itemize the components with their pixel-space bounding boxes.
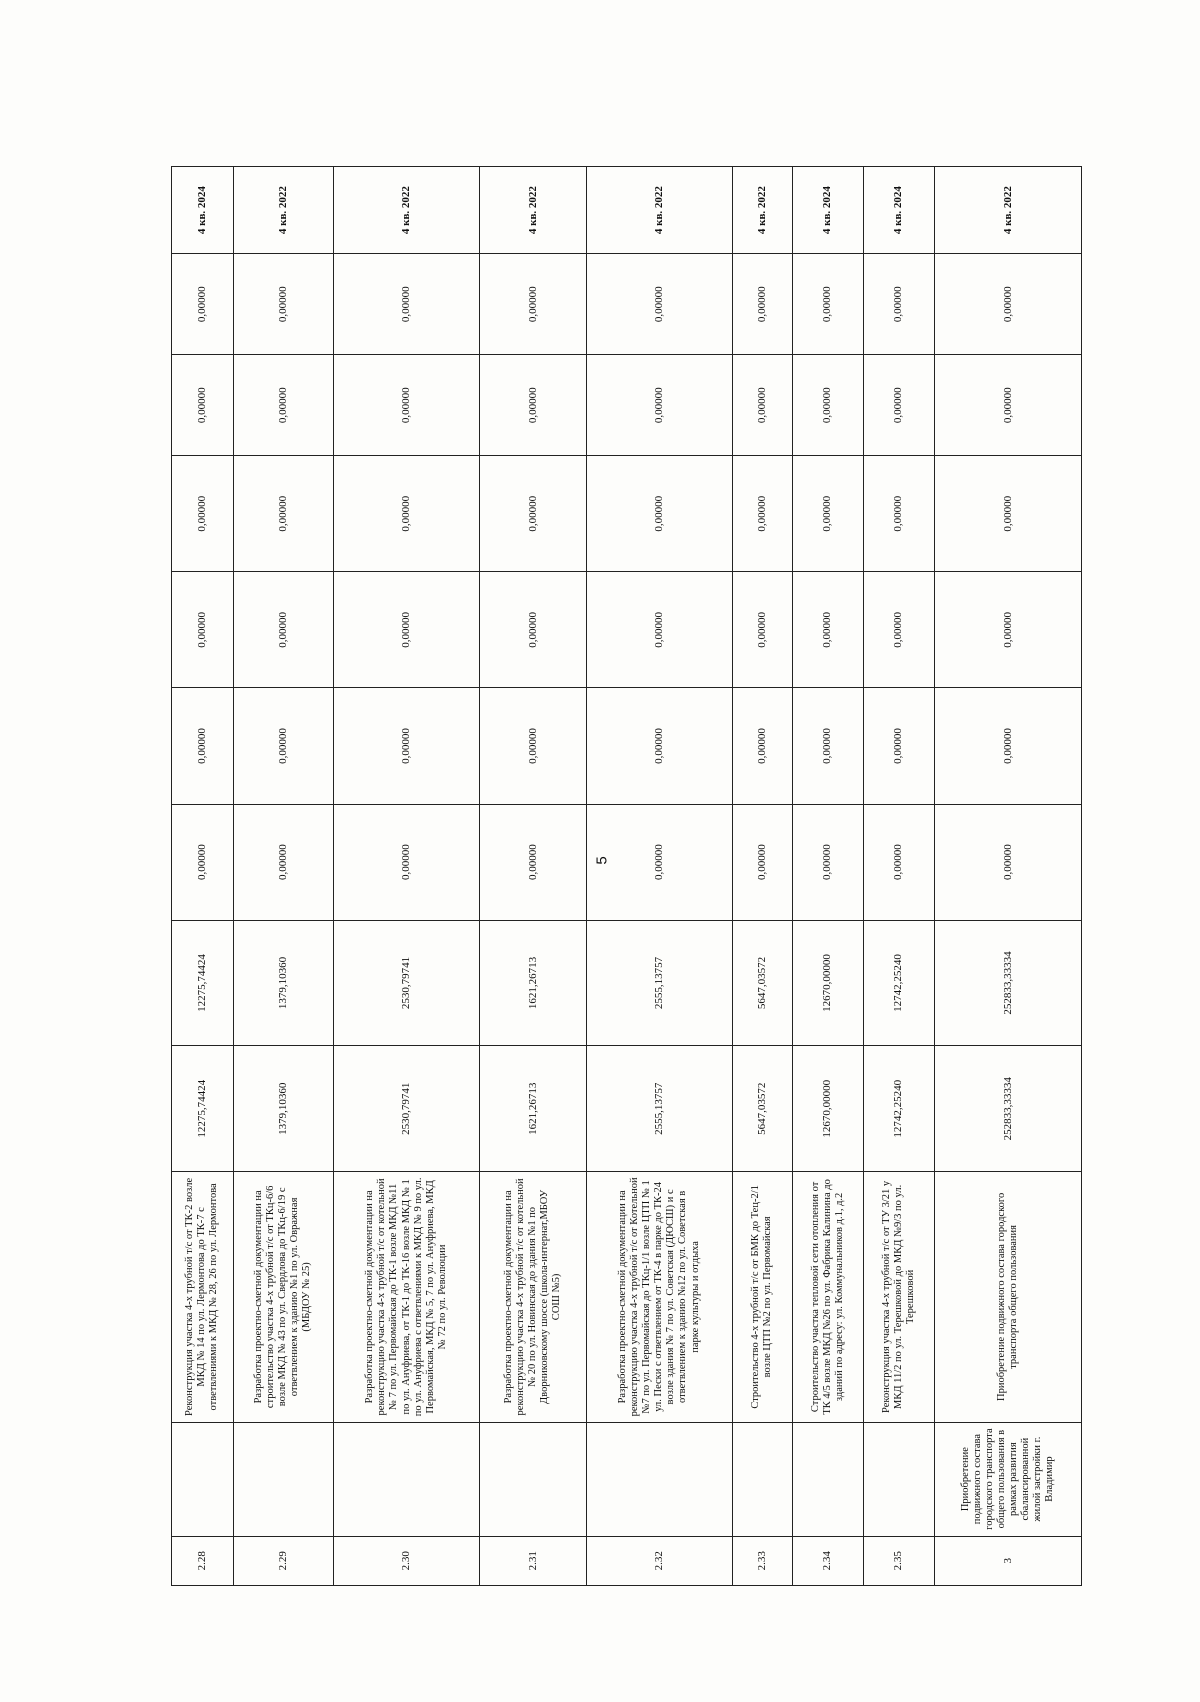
value-total: 5647,03572 — [733, 1046, 793, 1172]
value-col-5: 0,00000 — [792, 456, 863, 572]
value-col-7: 0,00000 — [586, 254, 732, 355]
value-col-2: 0,00000 — [172, 804, 234, 920]
value-col-4: 0,00000 — [480, 572, 587, 688]
measure-description: Реконструкция участка 4-х трубной т/с от ТК-2 возле МКД № 14 по ул. Лермонтова до ТК-7 с ответвлениями к МКД № 28, 26 по ул. Лермонтова — [172, 1172, 234, 1422]
value-col-4: 0,00000 — [934, 572, 1081, 688]
measure-description: Разработка проектно-сметной документации на реконструкцию участка 4-х трубной т/с от котельной № 20 по ул. Новинская до здания №1 по Дворниковскому шоссе (школа-интернат,МБОУ СОШ №5) — [480, 1172, 587, 1422]
deadline: 4 кв. 2022 — [480, 167, 587, 254]
group-name — [586, 1422, 732, 1536]
deadline: 4 кв. 2022 — [333, 167, 479, 254]
table-row — [233, 167, 333, 1586]
value-col-1: 5647,03572 — [733, 920, 793, 1046]
table-row — [733, 167, 793, 1586]
deadline: 4 кв. 2022 — [934, 167, 1081, 254]
table-row — [172, 167, 234, 1586]
value-col-5: 0,00000 — [863, 456, 934, 572]
row-number: 3 — [934, 1536, 1081, 1585]
value-col-1: 252833,33334 — [934, 920, 1081, 1046]
deadline: 4 кв. 2022 — [733, 167, 793, 254]
value-col-3: 0,00000 — [934, 688, 1081, 804]
value-col-2: 0,00000 — [863, 804, 934, 920]
value-col-4: 0,00000 — [733, 572, 793, 688]
row-number: 2.28 — [172, 1536, 234, 1585]
value-col-6: 0,00000 — [792, 355, 863, 456]
value-col-5: 0,00000 — [586, 456, 732, 572]
row-number: 2.35 — [863, 1536, 934, 1585]
page-number: 5 — [593, 856, 611, 865]
value-col-3: 0,00000 — [480, 688, 587, 804]
table-row — [934, 167, 1081, 1586]
value-col-6: 0,00000 — [863, 355, 934, 456]
value-col-2: 0,00000 — [792, 804, 863, 920]
value-col-6: 0,00000 — [233, 355, 333, 456]
value-col-4: 0,00000 — [172, 572, 234, 688]
value-total: 12670,00000 — [792, 1046, 863, 1172]
value-total: 12275,74424 — [172, 1046, 234, 1172]
value-total: 2555,13757 — [586, 1046, 732, 1172]
value-col-2: 0,00000 — [480, 804, 587, 920]
value-col-2: 0,00000 — [586, 804, 732, 920]
value-col-5: 0,00000 — [934, 456, 1081, 572]
value-col-7: 0,00000 — [233, 254, 333, 355]
value-col-5: 0,00000 — [733, 456, 793, 572]
group-name — [863, 1422, 934, 1536]
value-col-6: 0,00000 — [480, 355, 587, 456]
group-name — [333, 1422, 479, 1536]
measure-description: Приобретение подвижного состава городского транспорта общего пользования — [934, 1172, 1081, 1422]
value-col-6: 0,00000 — [733, 355, 793, 456]
measure-description: Реконструкция участка 4-х трубной т/с от ТУ 3/21 у МКД 11/2 по ул. Терешковой до МКД №9/3 по ул. Терешковой — [863, 1172, 934, 1422]
value-col-3: 0,00000 — [863, 688, 934, 804]
value-col-1: 12670,00000 — [792, 920, 863, 1046]
value-col-7: 0,00000 — [863, 254, 934, 355]
value-col-1: 12742,25240 — [863, 920, 934, 1046]
row-number: 2.29 — [233, 1536, 333, 1585]
value-col-1: 1621,26713 — [480, 920, 587, 1046]
value-col-4: 0,00000 — [233, 572, 333, 688]
value-col-2: 0,00000 — [934, 804, 1081, 920]
value-col-7: 0,00000 — [934, 254, 1081, 355]
value-col-2: 0,00000 — [733, 804, 793, 920]
value-col-6: 0,00000 — [333, 355, 479, 456]
value-col-7: 0,00000 — [792, 254, 863, 355]
value-col-4: 0,00000 — [792, 572, 863, 688]
deadline: 4 кв. 2022 — [233, 167, 333, 254]
value-col-4: 0,00000 — [586, 572, 732, 688]
value-col-3: 0,00000 — [733, 688, 793, 804]
value-col-5: 0,00000 — [233, 456, 333, 572]
value-col-2: 0,00000 — [233, 804, 333, 920]
value-col-7: 0,00000 — [172, 254, 234, 355]
value-col-1: 12275,74424 — [172, 920, 234, 1046]
group-name — [172, 1422, 234, 1536]
value-total: 1379,10360 — [233, 1046, 333, 1172]
group-name — [733, 1422, 793, 1536]
table-row — [333, 167, 479, 1586]
value-col-1: 2530,79741 — [333, 920, 479, 1046]
value-col-6: 0,00000 — [934, 355, 1081, 456]
group-name — [792, 1422, 863, 1536]
value-col-1: 1379,10360 — [233, 920, 333, 1046]
group-name — [480, 1422, 587, 1536]
table-frame — [171, 166, 1082, 1586]
row-number: 2.30 — [333, 1536, 479, 1585]
value-col-5: 0,00000 — [172, 456, 234, 572]
value-total: 12742,25240 — [863, 1046, 934, 1172]
value-total: 252833,33334 — [934, 1046, 1081, 1172]
value-col-4: 0,00000 — [863, 572, 934, 688]
row-number: 2.33 — [733, 1536, 793, 1585]
deadline: 4 кв. 2024 — [172, 167, 234, 254]
value-col-7: 0,00000 — [480, 254, 587, 355]
deadline: 4 кв. 2024 — [863, 167, 934, 254]
table-row — [480, 167, 587, 1586]
value-col-5: 0,00000 — [480, 456, 587, 572]
deadline: 4 кв. 2022 — [586, 167, 732, 254]
table-row — [586, 167, 732, 1586]
measures-table — [171, 166, 1082, 1586]
value-col-7: 0,00000 — [333, 254, 479, 355]
value-col-3: 0,00000 — [792, 688, 863, 804]
measure-description: Строительство 4-х трубной т/с от БМК до Тец-2/1 возле ЦТП №2 по ул. Первомайская — [733, 1172, 793, 1422]
value-col-5: 0,00000 — [333, 456, 479, 572]
value-col-6: 0,00000 — [172, 355, 234, 456]
value-col-4: 0,00000 — [333, 572, 479, 688]
measure-description: Разработка проектно-сметной документации на реконструкцию участка 4-х трубной т/с от котельной № 7 по ул. Первомайская до ТК-1 возле МКД №11 по ул. Ануфриева, от ТК-1 до ТК-16 возле МКД № 1 по ул. Ануфриева с ответвлениями к МКД № 9 по ул. Первомайская, МКД № 5, 7 по ул. Ануфриева, МКД № 72 по ул. Революции — [333, 1172, 479, 1422]
measure-description: Разработка проектно-сметной документации на строительство участка 4-х трубной т/с от ТКц-6/6 возле МКД № 43 по ул. Свердлова до ТКц-6/19 с ответвлением к зданию №1 по ул. Овражная (МБДОУ № 25) — [233, 1172, 333, 1422]
value-col-3: 0,00000 — [586, 688, 732, 804]
table-row — [863, 167, 934, 1586]
value-col-6: 0,00000 — [586, 355, 732, 456]
row-number: 2.34 — [792, 1536, 863, 1585]
row-number: 2.32 — [586, 1536, 732, 1585]
group-name: Приобретение подвижного состава городского транспорта общего пользования в рамках развития сбалансированной жилой застройки г. Владимир — [934, 1422, 1081, 1536]
value-total: 2530,79741 — [333, 1046, 479, 1172]
group-name — [233, 1422, 333, 1536]
value-col-3: 0,00000 — [172, 688, 234, 804]
table-row — [792, 167, 863, 1586]
value-total: 1621,26713 — [480, 1046, 587, 1172]
row-number: 2.31 — [480, 1536, 587, 1585]
value-col-2: 0,00000 — [333, 804, 479, 920]
measure-description: Разработка проектно-сметной документации на реконструкцию участка 4-х трубной т/с от Котельной №7 по ул. Первомайская до ТКц-1/1 возле ЦТП № 1 ул. Пески с ответвлением от ТК-4 в парке до ТК-24 возле здания № 7 по ул. Советская (ДЮСШ) и с ответвлением к зданию №12 по ул. Советская в парке культуры и отдыха — [586, 1172, 732, 1422]
value-col-1: 2555,13757 — [586, 920, 732, 1046]
measure-description: Строительство участка тепловой сети отопления от ТК 4/5 возле МКД №26 по ул. Фабрика Калинина до зданий по адресу: ул. Коммунальников д.1, д.2 — [792, 1172, 863, 1422]
deadline: 4 кв. 2024 — [792, 167, 863, 254]
value-col-7: 0,00000 — [733, 254, 793, 355]
value-col-3: 0,00000 — [233, 688, 333, 804]
value-col-3: 0,00000 — [333, 688, 479, 804]
